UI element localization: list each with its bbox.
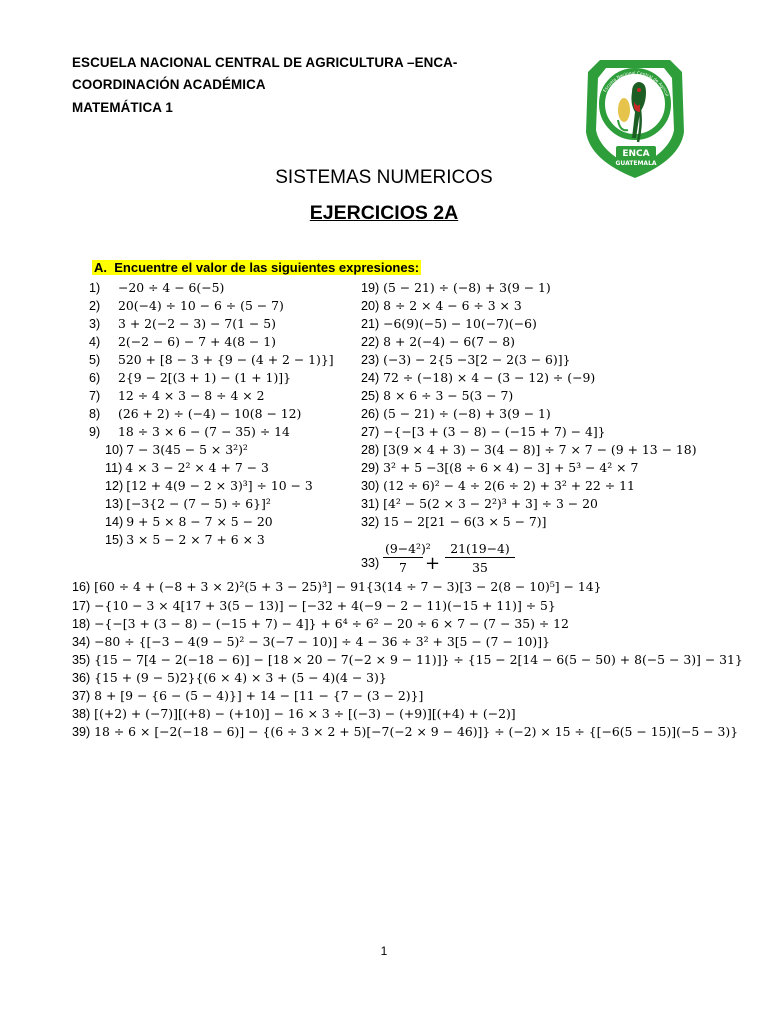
exercise-item: 2) 20(−4) ÷ 10 − 6 ÷ (5 − 7) [89,298,284,313]
exercise-item: 19) (5 − 21) ÷ (−8) + 3(9 − 1) [361,280,551,295]
exercise-item: 30) (12 ÷ 6)² − 4 ÷ 2(6 ÷ 2) + 3² + 22 ÷ 11 [361,478,635,493]
fraction-2-denominator: 35 [472,560,488,575]
plus-sign: + [425,553,441,574]
exercise-item: 3) 3 + 2(−2 − 3) − 7(1 − 5) [89,316,276,331]
exercise-item: 11) 4 × 3 − 2² × 4 + 7 − 3 [105,460,269,475]
page-subtitle: EJERCICIOS 2A [309,202,459,224]
enca-logo [580,52,690,180]
exercise-item: 39) 18 ÷ 6 × [−2(−18 − 6)] − {(6 ÷ 3 × 2 + 5)[−7(−2 × 9 − 46)]} ÷ (−2) × 15 ÷ {[−6(5 − 15)](−5 − 3)} [72,724,739,739]
exercise-item: 22) 8 + 2(−4) − 6(7 − 8) [361,334,515,349]
exercise-item: 5) 520 + [8 − 3 + {9 − (4 + 2 − 1)}] [89,352,334,367]
exercise-item: 36) {15 + (9 − 5)2}{(6 × 4) × 3 + (5 − 4)(4 − 3)} [72,670,387,685]
exercise-item: 23) (−3) − 2{5 −3[2 − 2(3 − 6)]} [361,352,571,367]
exercise-item: 12) [12 + 4(9 − 2 × 3)³] ÷ 10 − 3 [105,478,313,493]
exercise-item: 35) {15 − 7[4 − 2(−18 − 6)] − [18 × 20 − 7(−2 × 9 − 11)]} ÷ {15 − 2[14 − 6(5 − 50) + 8(−5 − 3)] − 31} [72,652,743,667]
exercise-33 [361,541,581,581]
logo-corn [618,98,630,122]
exercise-item: 34) −80 ÷ {[−3 − 4(9 − 5)² − 3(−7 − 10)] ÷ 4 − 36 ÷ 3² + 3[5 − (7 − 10)]} [72,634,550,649]
exercise-item: 25) 8 × 6 ÷ 3 − 5(3 − 7) [361,388,514,403]
exercise-item: 15) 3 × 5 − 2 × 7 + 6 × 3 [105,532,265,547]
exercise-item: 20) 8 ÷ 2 × 4 − 6 ÷ 3 × 3 [361,298,522,313]
course-name: MATEMÁTICA 1 [72,100,173,115]
exercise-item: 10) 7 − 3(45 − 5 × 3²)² [105,442,248,457]
exercise-item: 24) 72 ÷ (−18) × 4 − (3 − 12) ÷ (−9) [361,370,596,385]
department-name: COORDINACIÓN ACADÉMICA [72,77,266,92]
exercise-item: 14) 9 + 5 × 8 − 7 × 5 − 20 [105,514,273,529]
logo-arc-text: Escuela Nacional Central de Agricul [602,71,670,98]
section-a-label: A. [94,260,107,275]
exercise-item: 26) (5 − 21) ÷ (−8) + 3(9 − 1) [361,406,551,421]
exercise-item: 27) −{−[3 + (3 − 8) − (−15 + 7) − 4]} [361,424,606,439]
exercise-item: 6) 2{9 − 2[(3 + 1) − (1 + 1)]} [89,370,291,385]
fraction-2 [445,541,515,575]
exercise-item: 38) [(+2) + (−7)][(+8) − (+10)] − 16 × 3 ÷ [(−3) − (+9)][(+4) + (−2)] [72,706,516,721]
section-a-text: Encuentre el valor de las siguientes expresiones: [114,260,420,275]
fraction-1-denominator: 7 [399,560,407,575]
school-name: ESCUELA NACIONAL CENTRAL DE AGRICULTURA –ENCA- [72,55,458,70]
exercise-item: 16) [60 ÷ 4 + (−8 + 3 × 2)²(5 + 3 − 25)³] − 91{3(14 ÷ 7 − 3)[3 − 2(8 − 10)⁵] − 14} [72,579,602,594]
exercise-item: 29) 3² + 5 −3[(8 ÷ 6 × 4) − 3] + 5³ − 4² × 7 [361,460,639,475]
exercise-item: 4) 2(−2 − 6) − 7 + 4(8 − 1) [89,334,276,349]
exercise-item: 37) 8 + [9 − {6 − (5 − 4)}] + 14 − [11 − {7 − (3 − 2)}] [72,688,424,703]
exercise-item: 9) 18 ÷ 3 × 6 − (7 − 35) ÷ 14 [89,424,290,439]
exercise-item: 32) 15 − 2[21 − 6(3 × 5 − 7)] [361,514,547,529]
page-title: SISTEMAS NUMERICOS [275,167,493,188]
fraction-1-numerator: (9−4²)² [385,541,431,556]
section-a-instruction [92,260,421,275]
fraction-2-numerator: 21(19−4) [445,541,515,558]
logo-banner-top: ENCA [622,149,650,159]
logo-banner-bottom: GUATEMALA [615,160,657,167]
exercise-item: 28) [3(9 × 4 + 3) − 3(4 − 8)] ÷ 7 × 7 − (9 + 13 − 18) [361,442,697,457]
exercise-item: 18) −{−[3 + (3 − 8) − (−15 + 7) − 4]} + 6⁴ ÷ 6² − 20 ÷ 6 × 7 − (7 − 35) ÷ 12 [72,616,569,631]
exercise-item: 1) −20 ÷ 4 − 6(−5) [89,280,225,295]
exercise-item: 7) 12 ÷ 4 × 3 − 8 ÷ 4 × 2 [89,388,265,403]
fraction-1 [383,541,431,575]
exercise-item: 8) (26 + 2) ÷ (−4) − 10(8 − 12) [89,406,302,421]
page-number: 1 [380,944,388,958]
exercise-item: 17) −{10 − 3 × 4[17 + 3(5 − 13)] − [−32 + 4(−9 − 2 − 11)(−15 + 11)] ÷ 5} [72,598,556,613]
exercise-item: 13) [−3{2 − (7 − 5) ÷ 6}]² [105,496,271,511]
exercise-item: 31) [4² − 5(2 × 3 − 2²)³ + 3] ÷ 3 − 20 [361,496,598,511]
exercise-item: 21) −6(9)(−5) − 10(−7)(−6) [361,316,537,331]
exercise-33-number: 33) [361,556,380,570]
